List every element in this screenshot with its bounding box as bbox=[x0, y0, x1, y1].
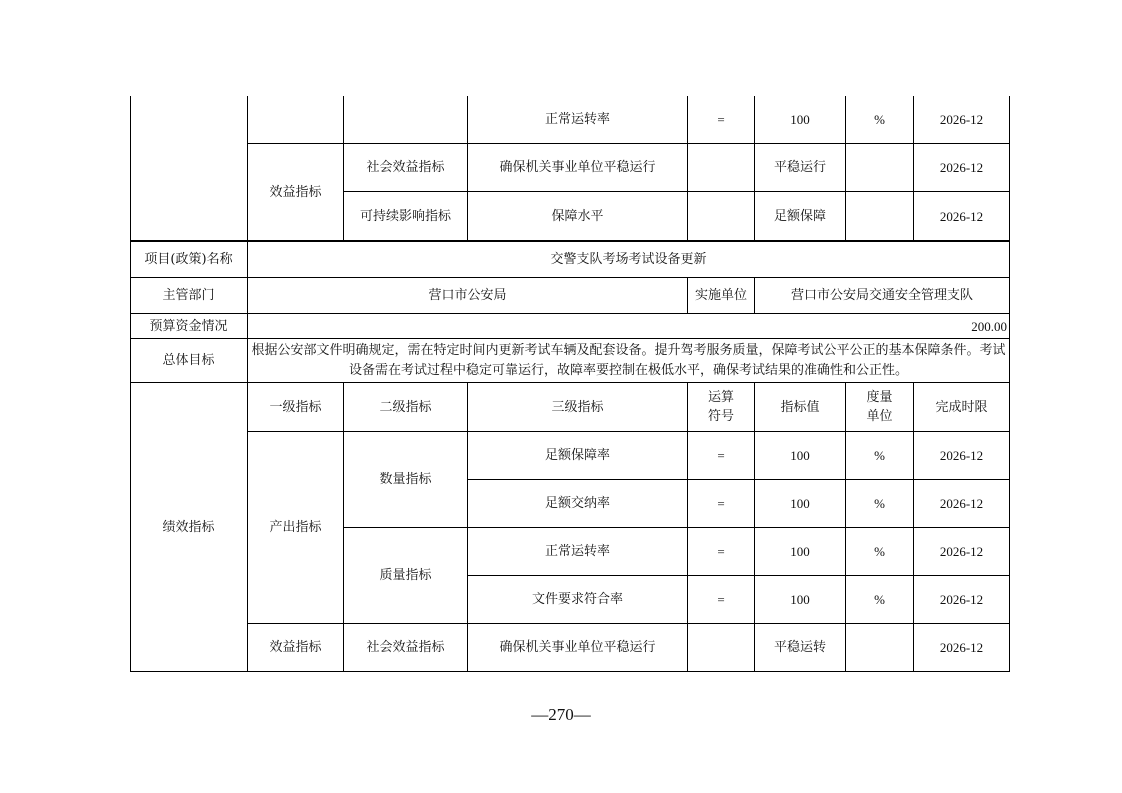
overall-goal-value: 根据公安部文件明确规定，需在特定时间内更新考试车辆及配套设备。提升驾考服务质量，保障考试公平公正的基本保障条件。考试设备需在考试过程中稳定可靠运行，故障率要控制在极低水平，确保考试结果的准确性和公正性。 bbox=[248, 339, 1010, 383]
continued-section-cell bbox=[130, 96, 248, 241]
budget-performance-table bbox=[130, 96, 1010, 672]
implementing-unit-label: 实施单位 bbox=[688, 278, 755, 314]
header-level2: 二级指标 bbox=[344, 383, 468, 432]
deadline-cell: 2026-12 bbox=[914, 192, 1010, 241]
header-value: 指标值 bbox=[755, 383, 846, 432]
unit-cell: % bbox=[846, 432, 914, 480]
indicator-cell: 足额保障率 bbox=[468, 432, 688, 480]
header-level1: 一级指标 bbox=[248, 383, 344, 432]
social-benefit-label: 社会效益指标 bbox=[344, 624, 468, 672]
unit-cell: % bbox=[846, 576, 914, 624]
header-level3: 三级指标 bbox=[468, 383, 688, 432]
continued-level2-cell bbox=[344, 96, 468, 144]
unit-cell: % bbox=[846, 528, 914, 576]
overall-goal-label: 总体目标 bbox=[130, 339, 248, 383]
budget-label: 预算资金情况 bbox=[130, 314, 248, 339]
unit-cell bbox=[846, 144, 914, 192]
header-operator-line2: 符号 bbox=[707, 409, 734, 424]
social-benefit-label: 社会效益指标 bbox=[344, 144, 468, 192]
target-value-cell: 100 bbox=[755, 480, 846, 528]
operator-cell: = bbox=[688, 576, 755, 624]
operator-cell: = bbox=[688, 96, 755, 144]
deadline-cell: 2026-12 bbox=[914, 432, 1010, 480]
deadline-cell: 2026-12 bbox=[914, 528, 1010, 576]
unit-cell bbox=[846, 192, 914, 241]
target-value-cell: 足额保障 bbox=[755, 192, 846, 241]
implementing-unit-value: 营口市公安局交通安全管理支队 bbox=[755, 278, 1010, 314]
target-value-cell: 100 bbox=[755, 576, 846, 624]
deadline-cell: 2026-12 bbox=[914, 96, 1010, 144]
indicator-cell: 足额交纳率 bbox=[468, 480, 688, 528]
target-value-cell: 100 bbox=[755, 432, 846, 480]
header-operator bbox=[688, 383, 755, 432]
unit-cell: % bbox=[846, 96, 914, 144]
header-deadline: 完成时限 bbox=[914, 383, 1010, 432]
header-unit bbox=[846, 383, 914, 432]
indicator-cell: 确保机关事业单位平稳运行 bbox=[468, 624, 688, 672]
unit-cell bbox=[846, 624, 914, 672]
unit-cell: % bbox=[846, 480, 914, 528]
target-value-cell: 100 bbox=[755, 528, 846, 576]
indicator-cell: 正常运转率 bbox=[468, 528, 688, 576]
department-value: 营口市公安局 bbox=[248, 278, 688, 314]
budget-value: 200.00 bbox=[248, 314, 1010, 339]
page-number: —270— bbox=[531, 705, 591, 724]
quality-indicator-label: 质量指标 bbox=[344, 528, 468, 624]
indicator-cell: 正常运转率 bbox=[468, 96, 688, 144]
target-value-cell: 平稳运行 bbox=[755, 144, 846, 192]
continued-level1-cell bbox=[248, 96, 344, 144]
deadline-cell: 2026-12 bbox=[914, 576, 1010, 624]
output-indicator-label: 产出指标 bbox=[248, 432, 344, 624]
indicator-cell: 保障水平 bbox=[468, 192, 688, 241]
operator-cell: = bbox=[688, 480, 755, 528]
deadline-cell: 2026-12 bbox=[914, 480, 1010, 528]
operator-cell bbox=[688, 144, 755, 192]
header-unit-line2: 单位 bbox=[866, 409, 893, 424]
benefit-indicator-label: 效益指标 bbox=[248, 144, 344, 241]
project-name-label: 项目(政策)名称 bbox=[130, 241, 248, 278]
benefit-indicator-label: 效益指标 bbox=[248, 624, 344, 672]
indicator-cell: 文件要求符合率 bbox=[468, 576, 688, 624]
header-unit-line1: 度量 bbox=[866, 390, 893, 405]
operator-cell: = bbox=[688, 528, 755, 576]
operator-cell: = bbox=[688, 432, 755, 480]
indicator-cell: 确保机关事业单位平稳运行 bbox=[468, 144, 688, 192]
header-operator-line1: 运算 bbox=[707, 390, 734, 405]
target-value-cell: 100 bbox=[755, 96, 846, 144]
deadline-cell: 2026-12 bbox=[914, 144, 1010, 192]
department-label: 主管部门 bbox=[130, 278, 248, 314]
operator-cell bbox=[688, 624, 755, 672]
sustainable-impact-label: 可持续影响指标 bbox=[344, 192, 468, 241]
project-name-value: 交警支队考场考试设备更新 bbox=[248, 241, 1010, 278]
performance-indicators-label: 绩效指标 bbox=[130, 383, 248, 672]
target-value-cell: 平稳运转 bbox=[755, 624, 846, 672]
operator-cell bbox=[688, 192, 755, 241]
quantity-indicator-label: 数量指标 bbox=[344, 432, 468, 528]
deadline-cell: 2026-12 bbox=[914, 624, 1010, 672]
